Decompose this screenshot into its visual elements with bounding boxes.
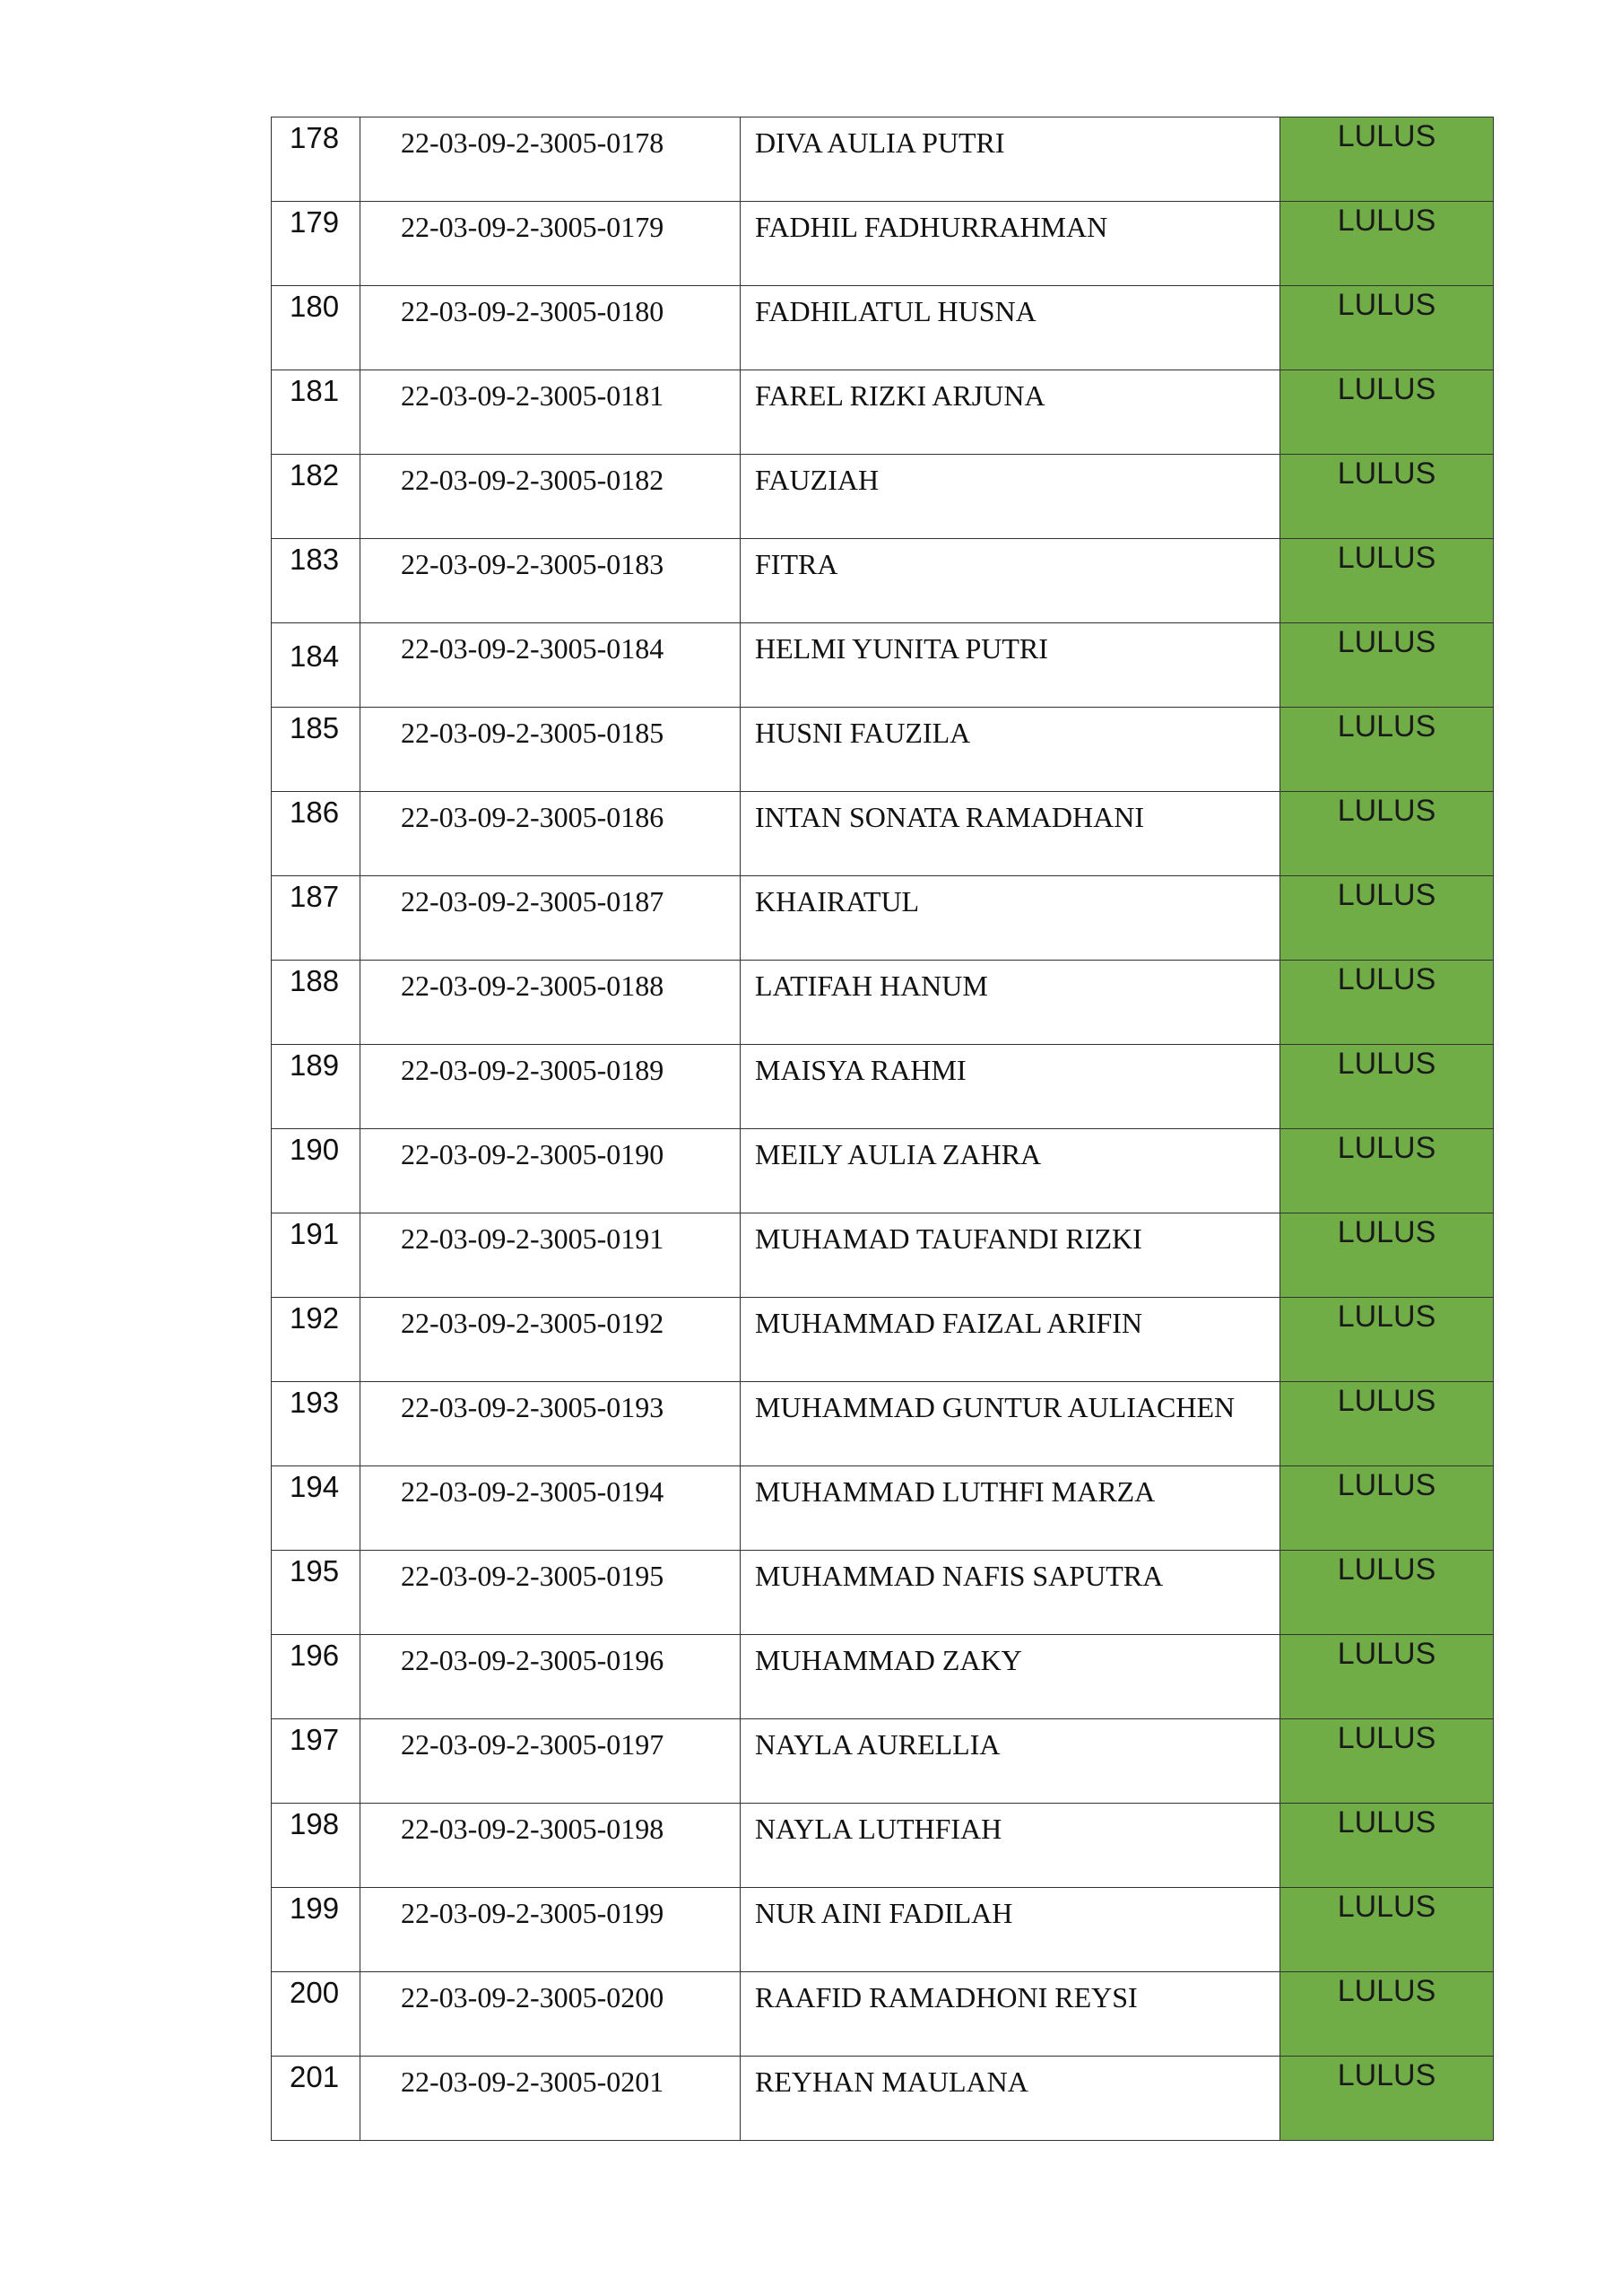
table-row bbox=[272, 1972, 1494, 2057]
student-name: FADHIL FADHURRAHMAN bbox=[741, 202, 1280, 286]
row-number: 189 bbox=[272, 1045, 360, 1129]
student-name: MUHAMAD TAUFANDI RIZKI bbox=[741, 1213, 1280, 1298]
row-number: 196 bbox=[272, 1635, 360, 1719]
status-badge: LULUS bbox=[1280, 1804, 1494, 1888]
status-badge: LULUS bbox=[1280, 1129, 1494, 1213]
student-id: 22-03-09-2-3005-0200 bbox=[360, 1972, 741, 2057]
student-id: 22-03-09-2-3005-0188 bbox=[360, 961, 741, 1045]
row-number: 192 bbox=[272, 1298, 360, 1382]
status-badge: LULUS bbox=[1280, 708, 1494, 792]
student-name: INTAN SONATA RAMADHANI bbox=[741, 792, 1280, 876]
student-id: 22-03-09-2-3005-0183 bbox=[360, 539, 741, 623]
row-number: 198 bbox=[272, 1804, 360, 1888]
status-badge: LULUS bbox=[1280, 1213, 1494, 1298]
row-number: 194 bbox=[272, 1466, 360, 1551]
student-id: 22-03-09-2-3005-0199 bbox=[360, 1888, 741, 1972]
status-badge: LULUS bbox=[1280, 1888, 1494, 1972]
student-id: 22-03-09-2-3005-0190 bbox=[360, 1129, 741, 1213]
table-row bbox=[272, 1635, 1494, 1719]
student-name: NAYLA LUTHFIAH bbox=[741, 1804, 1280, 1888]
student-id: 22-03-09-2-3005-0185 bbox=[360, 708, 741, 792]
student-name: RAAFID RAMADHONI REYSI bbox=[741, 1972, 1280, 2057]
table-row bbox=[272, 1213, 1494, 1298]
student-name: LATIFAH HANUM bbox=[741, 961, 1280, 1045]
student-id: 22-03-09-2-3005-0179 bbox=[360, 202, 741, 286]
student-name: REYHAN MAULANA bbox=[741, 2057, 1280, 2141]
student-name: DIVA AULIA PUTRI bbox=[741, 117, 1280, 202]
row-number: 195 bbox=[272, 1551, 360, 1635]
student-name: FAUZIAH bbox=[741, 455, 1280, 539]
table-row bbox=[272, 623, 1494, 708]
table-row bbox=[272, 876, 1494, 961]
student-id: 22-03-09-2-3005-0195 bbox=[360, 1551, 741, 1635]
status-badge: LULUS bbox=[1280, 1298, 1494, 1382]
table-row bbox=[272, 117, 1494, 202]
student-name: MUHAMMAD LUTHFI MARZA bbox=[741, 1466, 1280, 1551]
status-badge: LULUS bbox=[1280, 1972, 1494, 2057]
student-id: 22-03-09-2-3005-0178 bbox=[360, 117, 741, 202]
student-id: 22-03-09-2-3005-0184 bbox=[360, 623, 741, 708]
row-number: 193 bbox=[272, 1382, 360, 1466]
row-number: 190 bbox=[272, 1129, 360, 1213]
student-id: 22-03-09-2-3005-0182 bbox=[360, 455, 741, 539]
student-id: 22-03-09-2-3005-0193 bbox=[360, 1382, 741, 1466]
table-row bbox=[272, 2057, 1494, 2141]
student-name: MAISYA RAHMI bbox=[741, 1045, 1280, 1129]
row-number: 184 bbox=[272, 623, 360, 708]
table-row bbox=[272, 539, 1494, 623]
student-id: 22-03-09-2-3005-0191 bbox=[360, 1213, 741, 1298]
status-badge: LULUS bbox=[1280, 370, 1494, 455]
table-row bbox=[272, 1719, 1494, 1804]
status-badge: LULUS bbox=[1280, 455, 1494, 539]
student-name: MUHAMMAD NAFIS SAPUTRA bbox=[741, 1551, 1280, 1635]
table-row bbox=[272, 370, 1494, 455]
status-badge: LULUS bbox=[1280, 1466, 1494, 1551]
student-id: 22-03-09-2-3005-0201 bbox=[360, 2057, 741, 2141]
table-row bbox=[272, 1466, 1494, 1551]
table-row bbox=[272, 286, 1494, 370]
row-number: 201 bbox=[272, 2057, 360, 2141]
row-number: 197 bbox=[272, 1719, 360, 1804]
student-name: NAYLA AURELLIA bbox=[741, 1719, 1280, 1804]
student-name: HUSNI FAUZILA bbox=[741, 708, 1280, 792]
status-badge: LULUS bbox=[1280, 286, 1494, 370]
table-row bbox=[272, 202, 1494, 286]
status-badge: LULUS bbox=[1280, 1045, 1494, 1129]
student-id: 22-03-09-2-3005-0186 bbox=[360, 792, 741, 876]
student-id: 22-03-09-2-3005-0198 bbox=[360, 1804, 741, 1888]
row-number: 179 bbox=[272, 202, 360, 286]
row-number: 183 bbox=[272, 539, 360, 623]
status-badge: LULUS bbox=[1280, 1635, 1494, 1719]
student-id: 22-03-09-2-3005-0181 bbox=[360, 370, 741, 455]
table-row bbox=[272, 1804, 1494, 1888]
row-number: 187 bbox=[272, 876, 360, 961]
table-row bbox=[272, 708, 1494, 792]
status-badge: LULUS bbox=[1280, 961, 1494, 1045]
table-row bbox=[272, 455, 1494, 539]
table-row bbox=[272, 1551, 1494, 1635]
status-badge: LULUS bbox=[1280, 623, 1494, 708]
student-id: 22-03-09-2-3005-0194 bbox=[360, 1466, 741, 1551]
row-number: 185 bbox=[272, 708, 360, 792]
student-name: KHAIRATUL bbox=[741, 876, 1280, 961]
status-badge: LULUS bbox=[1280, 792, 1494, 876]
student-name: NUR AINI FADILAH bbox=[741, 1888, 1280, 1972]
row-number: 188 bbox=[272, 961, 360, 1045]
student-name: FAREL RIZKI ARJUNA bbox=[741, 370, 1280, 455]
student-name: MUHAMMAD FAIZAL ARIFIN bbox=[741, 1298, 1280, 1382]
status-badge: LULUS bbox=[1280, 117, 1494, 202]
student-id: 22-03-09-2-3005-0196 bbox=[360, 1635, 741, 1719]
row-number: 186 bbox=[272, 792, 360, 876]
student-name: MEILY AULIA ZAHRA bbox=[741, 1129, 1280, 1213]
student-name: FADHILATUL HUSNA bbox=[741, 286, 1280, 370]
student-name: HELMI YUNITA PUTRI bbox=[741, 623, 1280, 708]
student-name: MUHAMMAD GUNTUR AULIACHEN bbox=[741, 1382, 1280, 1466]
table-row bbox=[272, 1298, 1494, 1382]
status-badge: LULUS bbox=[1280, 539, 1494, 623]
status-badge: LULUS bbox=[1280, 1382, 1494, 1466]
graduation-results-table bbox=[271, 117, 1494, 2141]
status-badge: LULUS bbox=[1280, 2057, 1494, 2141]
row-number: 191 bbox=[272, 1213, 360, 1298]
status-badge: LULUS bbox=[1280, 1719, 1494, 1804]
student-id: 22-03-09-2-3005-0189 bbox=[360, 1045, 741, 1129]
row-number: 181 bbox=[272, 370, 360, 455]
table-row bbox=[272, 1045, 1494, 1129]
row-number: 199 bbox=[272, 1888, 360, 1972]
student-id: 22-03-09-2-3005-0197 bbox=[360, 1719, 741, 1804]
row-number: 178 bbox=[272, 117, 360, 202]
student-name: FITRA bbox=[741, 539, 1280, 623]
table-row bbox=[272, 1129, 1494, 1213]
student-name: MUHAMMAD ZAKY bbox=[741, 1635, 1280, 1719]
table-row bbox=[272, 792, 1494, 876]
row-number: 180 bbox=[272, 286, 360, 370]
table-row bbox=[272, 1888, 1494, 1972]
row-number: 200 bbox=[272, 1972, 360, 2057]
status-badge: LULUS bbox=[1280, 1551, 1494, 1635]
table-row bbox=[272, 1382, 1494, 1466]
table-body bbox=[272, 117, 1494, 2141]
student-id: 22-03-09-2-3005-0180 bbox=[360, 286, 741, 370]
student-id: 22-03-09-2-3005-0187 bbox=[360, 876, 741, 961]
table-row bbox=[272, 961, 1494, 1045]
status-badge: LULUS bbox=[1280, 876, 1494, 961]
student-id: 22-03-09-2-3005-0192 bbox=[360, 1298, 741, 1382]
row-number: 182 bbox=[272, 455, 360, 539]
status-badge: LULUS bbox=[1280, 202, 1494, 286]
